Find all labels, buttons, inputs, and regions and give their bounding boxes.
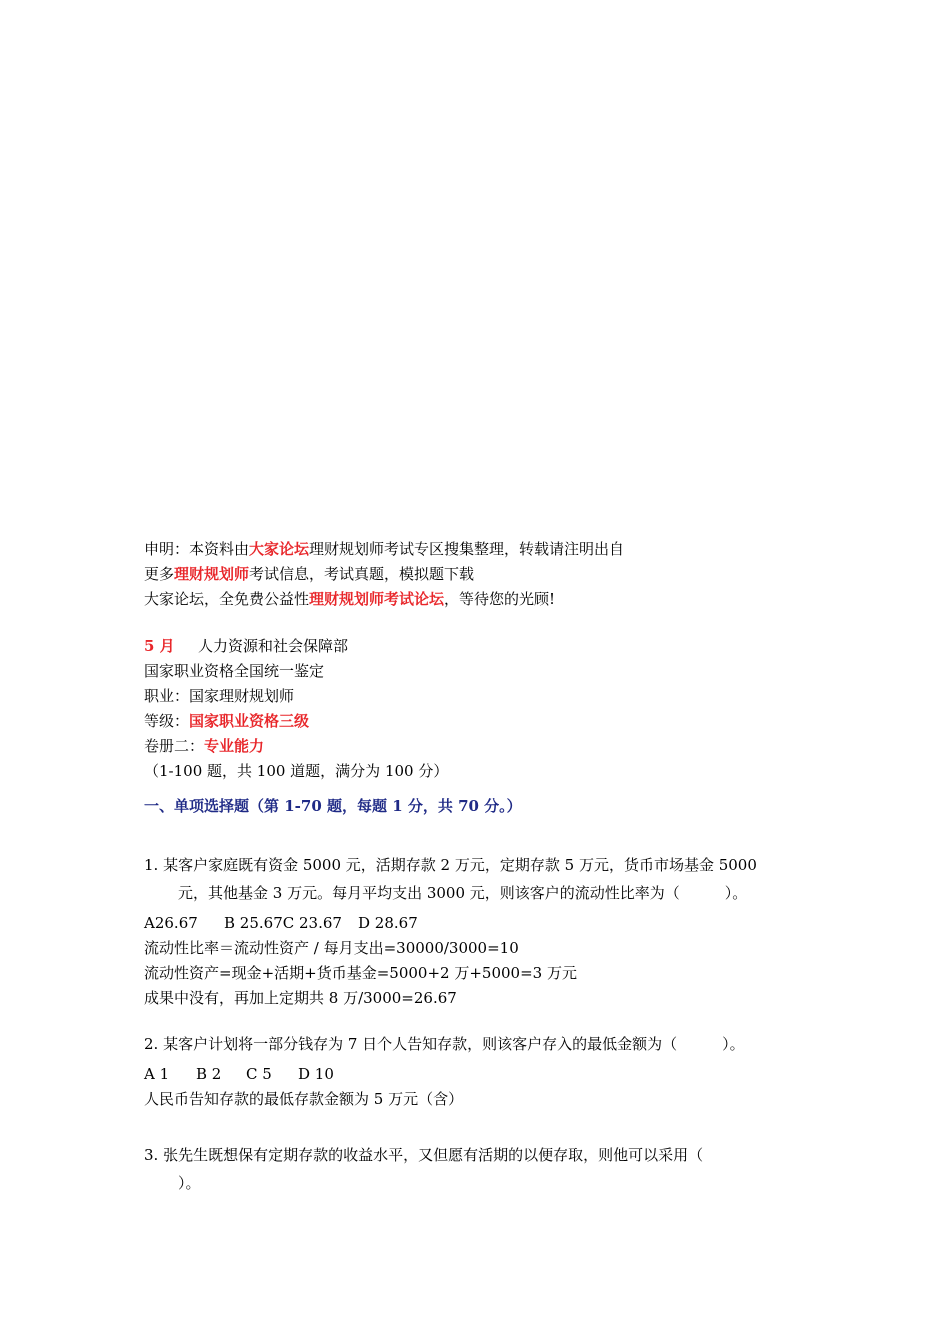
question-1-note: 成果中没有，再加上定期共 8 万/3000=26.67 bbox=[144, 989, 457, 1007]
question-1 bbox=[144, 851, 814, 907]
volume-value: 专业能力 bbox=[204, 737, 265, 755]
question-2-note: 人民币告知存款的最低存款金额为 5 万元（含） bbox=[144, 1090, 464, 1108]
forum-link-highlight: 理财规划师考试论坛 bbox=[309, 590, 445, 608]
header-month-line bbox=[144, 634, 814, 659]
declaration-line-3-prefix: 大家论坛，全免费公益性 bbox=[144, 590, 310, 608]
option: A26.67 bbox=[144, 914, 198, 932]
question-3-line-2: ）。 bbox=[178, 1174, 201, 1192]
exam-month: 5 月 bbox=[144, 637, 175, 655]
section-title: 一、单项选择题（第 1-70 题，每题 1 分，共 70 分。） bbox=[144, 797, 522, 815]
question-3 bbox=[144, 1141, 814, 1197]
declaration-line-1-suffix: 理财规划师考试专区搜集整理，转载请注明出自 bbox=[309, 540, 625, 558]
option: C 5 bbox=[246, 1065, 272, 1083]
question-1-line-2: 元，其他基金 3 万元。每月平均支出 3000 元，则该客户的流动性比率为（ ）。 bbox=[178, 884, 748, 902]
spacer bbox=[144, 1131, 814, 1141]
declaration-line-3 bbox=[144, 587, 814, 612]
option: A 1 bbox=[144, 1065, 170, 1083]
declaration-line-2 bbox=[144, 562, 814, 587]
option: D 10 bbox=[298, 1065, 334, 1083]
level-label: 等级： bbox=[144, 712, 190, 730]
department-name: 人力资源和社会保障部 bbox=[198, 637, 349, 655]
declaration-line-1-prefix: 申明：本资料由 bbox=[144, 540, 250, 558]
question-3-line-1: 3. 张先生既想保有定期存款的收益水平，又但愿有活期的以便存取，则他可以采用（ bbox=[144, 1146, 704, 1164]
volume-line bbox=[144, 734, 814, 759]
option: B 2 bbox=[196, 1065, 222, 1083]
option: B 25.67C 23.67 bbox=[224, 914, 342, 932]
question-2-line-1: 2. 某客户计划将一部分钱存为 7 日个人告知存款，则该客户存入的最低金额为（ ）。 bbox=[144, 1035, 745, 1053]
question-1-options bbox=[144, 911, 814, 936]
volume-label: 卷册二： bbox=[144, 737, 205, 755]
scope-line: （1-100 题，共 100 道题，满分为 100 分） bbox=[144, 762, 449, 780]
spacer bbox=[144, 612, 814, 634]
profession-highlight: 理财规划师 bbox=[174, 565, 250, 583]
question-2 bbox=[144, 1030, 814, 1058]
level-line bbox=[144, 709, 814, 734]
declaration-line-3-suffix: ，等待您的光顾! bbox=[444, 590, 556, 608]
question-2-options bbox=[144, 1062, 814, 1087]
spacer bbox=[144, 819, 814, 841]
profession-line: 职业：国家理财规划师 bbox=[144, 687, 295, 705]
spacer bbox=[144, 1011, 814, 1030]
declaration-line-1 bbox=[144, 537, 814, 562]
forum-name-highlight: 大家论坛 bbox=[249, 540, 310, 558]
declaration-line-2-suffix: 考试信息，考试真题，模拟题下载 bbox=[249, 565, 475, 583]
document-page bbox=[144, 537, 814, 1197]
question-1-note: 流动性资产=现金+活期+货币基金=5000+2 万+5000=3 万元 bbox=[144, 964, 577, 982]
spacer bbox=[144, 841, 814, 851]
declaration-line-2-prefix: 更多 bbox=[144, 565, 175, 583]
level-value: 国家职业资格三级 bbox=[189, 712, 310, 730]
exam-name: 国家职业资格全国统一鉴定 bbox=[144, 662, 325, 680]
question-1-line-1: 1. 某客户家庭既有资金 5000 元，活期存款 2 万元，定期存款 5 万元，货币市场基金 5000 bbox=[144, 856, 757, 874]
question-1-note: 流动性比率＝流动性资产 / 每月支出=30000/3000=10 bbox=[144, 939, 519, 957]
spacer bbox=[144, 1112, 814, 1131]
spacer bbox=[144, 784, 814, 794]
option: D 28.67 bbox=[358, 914, 418, 932]
